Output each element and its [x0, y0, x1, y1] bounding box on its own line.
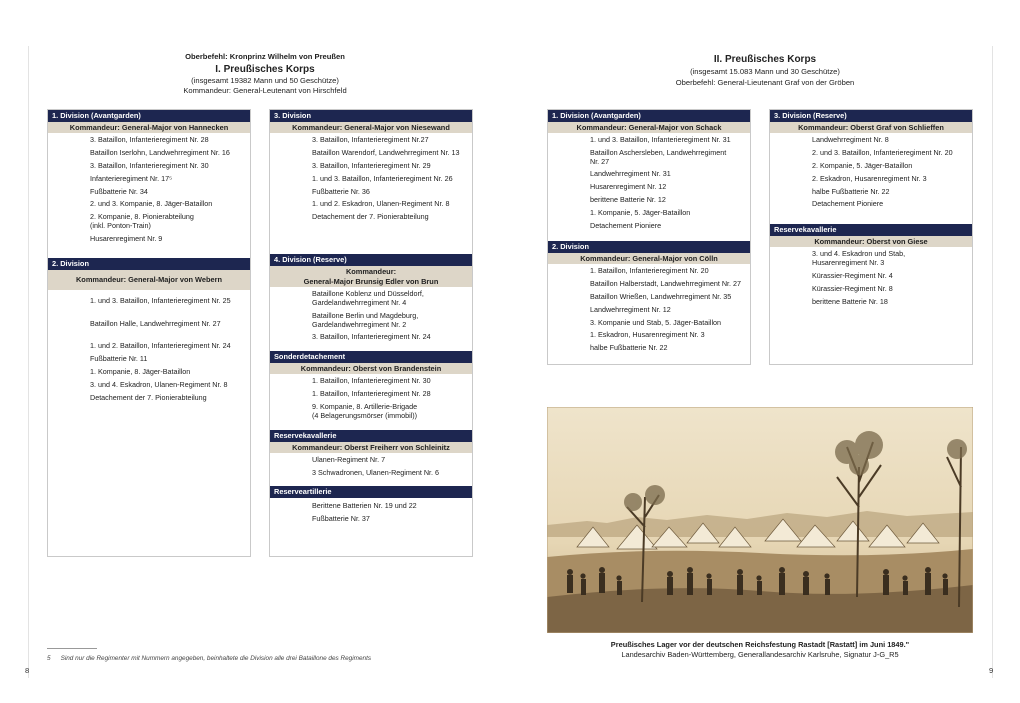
list-item: 1. Bataillon, Infanterieregiment Nr. 30 [312, 376, 431, 386]
list-item: Bataillone Koblenz und Düsseldorf, [312, 289, 424, 299]
left-kav-label: Reservekavallerie [270, 430, 472, 442]
left-div1-label: 1. Division (Avantgarden) [48, 110, 250, 122]
list-item: 1. Bataillon, Infanterieregiment Nr. 20 [590, 265, 709, 275]
left-div2-commander: Kommandeur: General-Major von Webern [48, 270, 250, 290]
right-kav-commander: Kommandeur: Oberst von Giese [770, 236, 972, 247]
illustration-caption [547, 640, 973, 659]
list-item: Detachement der 7. Pionierabteilung [312, 212, 429, 222]
list-item: 1. und 3. Bataillon, Infanterieregiment Nr. 31 [590, 135, 731, 144]
list-item: Bataillon Iserlohn, Landwehrregiment Nr. 16 [90, 147, 230, 157]
right-div1-box [547, 109, 751, 365]
list-item: Infanterieregiment Nr. 17⁵ [90, 173, 173, 183]
list-item: Kürassier-Regiment Nr. 8 [812, 283, 893, 293]
list-item: 1. Kompanie, 5. Jäger-Bataillon [590, 208, 691, 218]
left-header-strength: (insgesamt 19382 Mann und 50 Geschütze) [191, 75, 339, 85]
list-item: 2. Kompanie, 8. Pionierabteilung [90, 212, 194, 222]
list-item: Landwehrregiment Nr. 31 [590, 169, 671, 179]
list-item: Husarenregiment Nr. 12 [590, 182, 667, 192]
list-item: 1. und 2. Bataillon, Infanterieregiment Nr. 24 [90, 341, 231, 351]
list-item: 2. Eskadron, Husarenregiment Nr. 3 [812, 173, 927, 183]
sonder-label: Sonderdetachement [270, 351, 472, 363]
list-item: 1. und 3. Bataillon, Infanterieregiment Nr. 25 [90, 295, 231, 305]
left-div4-label: 4. Division (Reserve) [270, 254, 472, 266]
list-item: 3 Schwadronen, Ulanen-Regiment Nr. 6 [312, 467, 440, 477]
list-item: Bataillon Halle, Landwehrregiment Nr. 27 [90, 318, 221, 328]
left-div3-commander: Kommandeur: General-Major von Niesewand [270, 122, 472, 133]
list-item: Fußbatterie Nr. 36 [312, 186, 370, 196]
left-kav-list [270, 453, 472, 484]
list-item: 3. und 4. Eskadron und Stab, [812, 249, 906, 259]
list-item: (4 Belagerungsmörser (immobil)) [312, 410, 418, 420]
left-div3-label: 3. Division [270, 110, 472, 122]
caption-title: Preußisches Lager vor der deutschen Reichsfestung Rastadt [Rastatt] im Juni 1849." [610, 640, 910, 649]
list-item: 3. Bataillon, Infanterieregiment Nr.27 [312, 135, 429, 144]
right-div3-box [769, 109, 973, 365]
left-div2-list [48, 290, 250, 409]
left-header-command: Oberbefehl: Kronprinz Wilhelm von Preußen [185, 52, 345, 61]
list-item: Gardelandwehrregiment Nr. 4 [312, 297, 407, 307]
list-item: Husarenregiment Nr. 9 [90, 233, 163, 243]
list-item: halbe Fußbatterie Nr. 22 [590, 343, 668, 353]
list-item: (inkl. Ponton-Train) [90, 221, 151, 231]
right-header-command: Oberbefehl: General-Lieutenant Graf von der Gröben [675, 77, 855, 87]
right-kav-list [770, 247, 972, 312]
right-div2-list [548, 264, 750, 359]
list-item: 1. Kompanie, 8. Jäger-Bataillon [90, 367, 191, 377]
list-item: Bataillone Berlin und Magdeburg, [312, 310, 419, 320]
list-item: 1. Bataillon, Infanterieregiment Nr. 28 [312, 389, 431, 399]
list-item: 2. und 3. Kompanie, 8. Jäger-Bataillon [90, 199, 213, 209]
list-item: berittene Batterie Nr. 18 [812, 296, 888, 306]
left-div4-commander [270, 266, 472, 287]
caption-source: Landesarchiv Baden-Württemberg, Generallandesarchiv Karlsruhe, Signatur J-G_R5 [621, 649, 899, 659]
list-item: halbe Fußbatterie Nr. 22 [812, 186, 890, 196]
list-item: Detachement Pioniere [590, 221, 662, 231]
page-edge-right [992, 46, 993, 678]
left-div1-list [48, 133, 250, 250]
list-item: 3. Bataillon, Infanterieregiment Nr. 28 [90, 135, 209, 144]
left-div4-commander-title: Kommandeur: [345, 267, 397, 277]
list-item: Kürassier-Regiment Nr. 4 [812, 270, 893, 280]
list-item: 3. und 4. Eskadron, Ulanen-Regiment Nr. 8 [90, 379, 228, 389]
list-item: Bataillon Aschersleben, Landwehrregiment [590, 147, 727, 157]
list-item: 2. und 3. Bataillon, Infanterieregiment Nr. 20 [812, 147, 953, 157]
left-header [150, 52, 380, 97]
list-item: 2. Kompanie, 5. Jäger-Bataillon [812, 160, 913, 170]
list-item: Bataillon Warendorf, Landwehrregiment Nr. 13 [312, 147, 460, 157]
right-header-title: II. Preußisches Korps [713, 54, 817, 65]
list-item: Husarenregiment Nr. 3 [812, 258, 885, 268]
camp-illustration-drawing [547, 407, 973, 633]
right-header-strength: (insgesamt 15.083 Mann und 30 Geschütze) [690, 67, 840, 76]
right-div1-label: 1. Division (Avantgarden) [548, 110, 750, 122]
page-number-right: 9 [989, 666, 994, 675]
page-number-left: 8 [25, 666, 30, 675]
right-div1-list [548, 133, 750, 237]
list-item: berittene Batterie Nr. 12 [590, 195, 666, 205]
list-item: Ulanen-Regiment Nr. 7 [312, 454, 386, 464]
list-item: 1. und 2. Eskadron, Ulanen-Regiment Nr. 8 [312, 199, 450, 209]
list-item: Nr. 27 [590, 156, 610, 166]
list-item: 3. Bataillon, Infanterieregiment Nr. 30 [90, 160, 209, 170]
footnote-rule [47, 648, 97, 649]
left-art-label: Reserveartillerie [270, 486, 472, 498]
sonder-commander: Kommandeur: Oberst von Brandenstein [270, 363, 472, 374]
list-item: Bataillon Halberstadt, Landwehrregiment Nr. 27 [590, 278, 742, 288]
left-div3-box [269, 109, 473, 557]
left-div1-box [47, 109, 251, 557]
list-item: Detachement der 7. Pionierabteilung [90, 392, 207, 402]
camp-illustration [547, 407, 973, 633]
right-div3-commander: Kommandeur: Oberst Graf von Schlieffen [770, 122, 972, 133]
list-item: Landwehrregiment Nr. 8 [812, 135, 889, 144]
list-item: Detachement Pioniere [812, 199, 884, 209]
list-item: 3. Kompanie und Stab, 5. Jäger-Bataillon [590, 317, 722, 327]
left-art-list [270, 498, 472, 530]
right-div1-commander: Kommandeur: General-Major von Schack [548, 122, 750, 133]
list-item: 9. Kompanie, 8. Artillerie-Brigade [312, 402, 418, 412]
left-header-commander: Kommandeur: General-Leutenant von Hirschfeld [183, 86, 347, 95]
right-div2-commander: Kommandeur: General-Major von Cölln [548, 253, 750, 264]
right-header [640, 53, 890, 88]
list-item: Fußbatterie Nr. 37 [312, 514, 370, 524]
footnote-number: 5 [47, 655, 51, 662]
left-kav-commander: Kommandeur: Oberst Freiherr von Schleinitz [270, 442, 472, 453]
list-item: Fußbatterie Nr. 34 [90, 186, 148, 196]
footnote-text: Sind nur die Regimenter mit Nummern angegeben, beinhaltete die Division alle drei Bataillone des Regiments [60, 655, 372, 662]
list-item: 3. Bataillon, Infanterieregiment Nr. 29 [312, 160, 431, 170]
right-kav-label: Reservekavallerie [770, 224, 972, 236]
list-item: Berittene Batterien Nr. 19 und 22 [312, 501, 417, 511]
sonder-list [270, 374, 472, 426]
right-div2-label: 2. Division [548, 241, 750, 253]
left-div2-label: 2. Division [48, 258, 250, 270]
right-div3-list [770, 133, 972, 215]
list-item: Bataillon Wrießen, Landwehrregiment Nr. 35 [590, 291, 732, 301]
left-div1-commander: Kommandeur: General-Major von Hannecken [48, 122, 250, 133]
right-div3-label: 3. Division (Reserve) [770, 110, 972, 122]
page-edge-left [28, 46, 29, 678]
left-div3-list [270, 133, 472, 228]
footnote [47, 648, 487, 662]
left-div4-commander-name: General-Major Brunsig Edler von Brun [303, 276, 439, 286]
list-item: Gardelandwehrregiment Nr. 2 [312, 319, 407, 329]
list-item: 1. Eskadron, Husarenregiment Nr. 3 [590, 330, 705, 340]
list-item: Fußbatterie Nr. 11 [90, 354, 148, 364]
list-item: 1. und 3. Bataillon, Infanterieregiment Nr. 26 [312, 173, 453, 183]
list-item: Landwehrregiment Nr. 12 [590, 304, 671, 314]
left-header-title: I. Preußisches Korps [215, 63, 315, 75]
left-div4-list [270, 287, 472, 348]
list-item: 3. Bataillon, Infanterieregiment Nr. 24 [312, 332, 431, 342]
